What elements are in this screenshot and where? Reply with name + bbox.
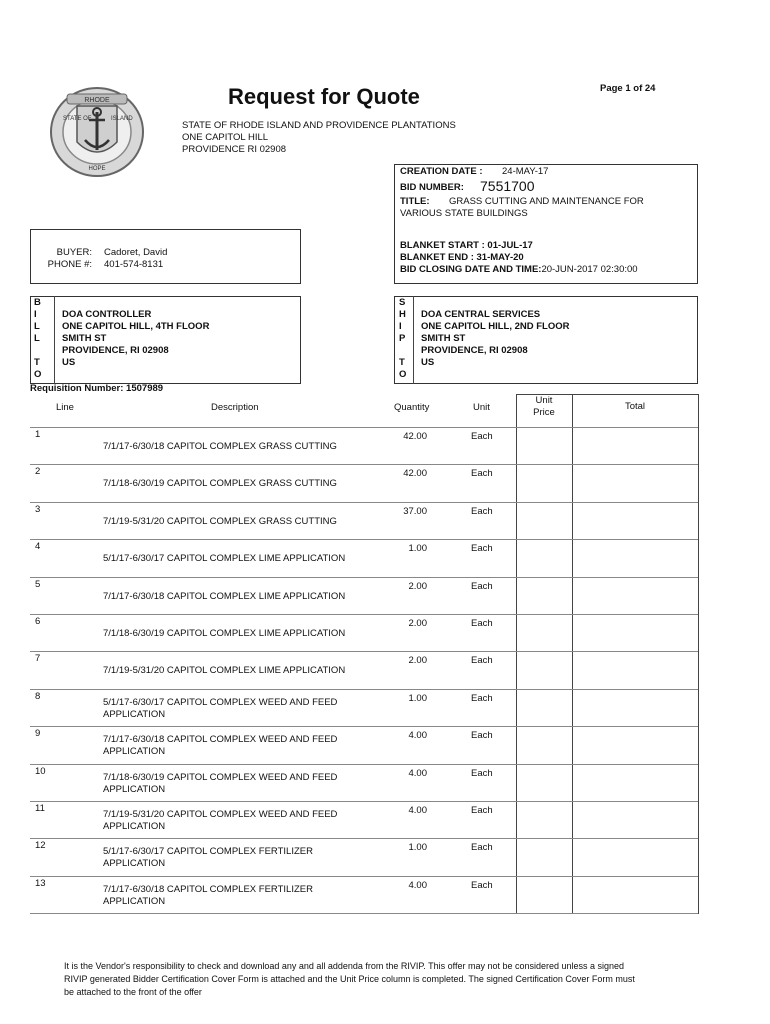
row-line-number: 6 xyxy=(35,616,41,627)
row-separator xyxy=(30,614,698,615)
row-quantity: 42.00 xyxy=(403,431,427,442)
unit-price-col-left xyxy=(516,394,517,914)
ship-to-address: DOA CENTRAL SERVICES ONE CAPITOL HILL, 2ND FLOOR SMITH ST PROVIDENCE, RI 02908 US xyxy=(421,309,570,368)
row-line-number: 4 xyxy=(35,541,41,552)
bid-number-label: BID NUMBER: xyxy=(400,182,464,193)
page-number: Page 1 of 24 xyxy=(600,83,656,94)
row-separator xyxy=(30,502,698,503)
unit-price-col-right xyxy=(572,394,573,914)
bill-to-address: DOA CONTROLLER ONE CAPITOL HILL, 4TH FLOOR SMITH ST PROVIDENCE, RI 02908 US xyxy=(62,309,210,368)
header-description: Description xyxy=(211,402,259,413)
row-quantity: 2.00 xyxy=(408,655,427,666)
row-description xyxy=(103,772,337,796)
creation-date-value: 24-MAY-17 xyxy=(502,166,549,177)
row-quantity: 37.00 xyxy=(403,506,427,517)
svg-text:RHODE: RHODE xyxy=(84,97,110,104)
row-separator xyxy=(30,464,698,465)
header-unit-price: Unit Price xyxy=(533,395,555,418)
row-quantity: 4.00 xyxy=(408,805,427,816)
bid-closing-label: BID CLOSING DATE AND TIME: xyxy=(400,264,542,275)
row-description xyxy=(103,478,337,490)
row-separator xyxy=(30,764,698,765)
row-line-number: 8 xyxy=(35,691,41,702)
row-description xyxy=(103,884,313,908)
svg-text:STATE OF: STATE OF xyxy=(63,116,92,122)
agency-address: STATE OF RHODE ISLAND AND PROVIDENCE PLANTATIONS ONE CAPITOL HILL PROVIDENCE RI 02908 xyxy=(182,120,456,155)
row-quantity: 2.00 xyxy=(408,618,427,629)
bid-number-value: 7551700 xyxy=(480,178,535,194)
header-unit: Unit xyxy=(473,402,490,413)
row-unit: Each xyxy=(471,543,493,554)
row-unit: Each xyxy=(471,768,493,779)
row-description xyxy=(103,809,337,833)
state-seal xyxy=(47,84,147,180)
row-separator xyxy=(30,801,698,802)
row-description-line: 5/1/17-6/30/17 CAPITOL COMPLEX WEED AND FEED xyxy=(103,697,338,708)
row-description-line: APPLICATION xyxy=(103,821,166,832)
row-description-line: APPLICATION xyxy=(103,858,166,869)
row-description xyxy=(103,553,345,565)
row-description-line: 7/1/18-6/30/19 CAPITOL COMPLEX LIME APPLICATION xyxy=(103,628,346,639)
row-separator xyxy=(30,876,698,877)
blanket-start: BLANKET START : 01-JUL-17 xyxy=(400,240,533,251)
bid-closing-value: 20-JUN-2017 02:30:00 xyxy=(541,264,638,275)
ship-to-letters: S H I P T O xyxy=(399,297,407,380)
header-line: Line xyxy=(56,402,74,413)
blanket-end: BLANKET END : 31-MAY-20 xyxy=(400,252,524,263)
row-line-number: 7 xyxy=(35,653,41,664)
row-quantity: 4.00 xyxy=(408,768,427,779)
row-description xyxy=(103,846,313,870)
row-description xyxy=(103,734,337,758)
row-quantity: 4.00 xyxy=(408,730,427,741)
header-quantity: Quantity xyxy=(394,402,430,413)
row-separator xyxy=(30,689,698,690)
row-description-line: 7/1/18-6/30/19 CAPITOL COMPLEX GRASS CUTTING xyxy=(103,478,337,489)
row-description-line: 7/1/18-6/30/19 CAPITOL COMPLEX WEED AND FEED xyxy=(103,772,338,783)
row-description xyxy=(103,628,345,640)
row-unit: Each xyxy=(471,730,493,741)
bill-to-divider xyxy=(54,296,55,384)
row-line-number: 9 xyxy=(35,728,41,739)
phone-label: PHONE #: xyxy=(47,259,92,270)
svg-text:ISLAND: ISLAND xyxy=(111,116,133,122)
row-description xyxy=(103,591,345,603)
row-separator xyxy=(30,726,698,727)
row-line-number: 1 xyxy=(35,429,41,440)
row-line-number: 12 xyxy=(35,840,46,851)
row-unit: Each xyxy=(471,581,493,592)
bill-to-letters: B I L L T O xyxy=(34,297,42,380)
row-separator xyxy=(30,539,698,540)
row-description-line: APPLICATION xyxy=(103,896,166,907)
row-line-number: 13 xyxy=(35,878,46,889)
buyer-value: Cadoret, David xyxy=(104,247,168,258)
requisition-number: Requisition Number: 1507989 xyxy=(30,383,164,394)
row-description-line: 7/1/17-6/30/18 CAPITOL COMPLEX LIME APPLICATION xyxy=(103,591,346,602)
row-separator xyxy=(30,427,698,428)
page-title: Request for Quote xyxy=(228,84,420,109)
row-separator xyxy=(30,913,698,914)
row-description-line: APPLICATION xyxy=(103,709,166,720)
row-description-line: 7/1/17-6/30/18 CAPITOL COMPLEX GRASS CUTTING xyxy=(103,441,337,452)
ship-to-divider xyxy=(413,296,414,384)
row-unit: Each xyxy=(471,618,493,629)
row-description-line: 7/1/19-5/31/20 CAPITOL COMPLEX WEED AND FEED xyxy=(103,809,338,820)
row-description-line: 5/1/17-6/30/17 CAPITOL COMPLEX LIME APPLICATION xyxy=(103,553,346,564)
row-description-line: 7/1/17-6/30/18 CAPITOL COMPLEX FERTILIZER xyxy=(103,884,313,895)
title-line-1: GRASS CUTTING AND MAINTENANCE FOR xyxy=(449,196,644,207)
row-description-line: APPLICATION xyxy=(103,746,166,757)
footer-notice: It is the Vendor's responsibility to check and download any and all addenda from the RIVIP. This offer may not be considered unless a signed RIVIP generated Bidder Certification Cover Form is attached and the Unit Price column is completed. The signed Certification Cover Form must be attached to the front of the offer xyxy=(64,961,635,997)
header-total: Total xyxy=(624,401,646,412)
row-description xyxy=(103,516,337,528)
row-line-number: 3 xyxy=(35,504,41,515)
row-unit: Each xyxy=(471,431,493,442)
row-separator xyxy=(30,651,698,652)
row-separator xyxy=(30,577,698,578)
row-unit: Each xyxy=(471,655,493,666)
row-quantity: 42.00 xyxy=(403,468,427,479)
bid-closing xyxy=(400,264,638,276)
title-line-2: VARIOUS STATE BUILDINGS xyxy=(400,208,528,219)
row-quantity: 2.00 xyxy=(408,581,427,592)
row-description-line: 5/1/17-6/30/17 CAPITOL COMPLEX FERTILIZER xyxy=(103,846,313,857)
row-description-line: 7/1/19-5/31/20 CAPITOL COMPLEX GRASS CUTTING xyxy=(103,516,337,527)
title-label: TITLE: xyxy=(400,196,430,207)
row-unit: Each xyxy=(471,805,493,816)
row-line-number: 2 xyxy=(35,466,41,477)
row-description-line: 7/1/19-5/31/20 CAPITOL COMPLEX LIME APPLICATION xyxy=(103,665,346,676)
row-quantity: 4.00 xyxy=(408,880,427,891)
row-unit: Each xyxy=(471,693,493,704)
total-col-right xyxy=(698,394,699,914)
row-unit: Each xyxy=(471,842,493,853)
row-description xyxy=(103,441,337,453)
row-separator xyxy=(30,838,698,839)
row-description-line: 7/1/17-6/30/18 CAPITOL COMPLEX WEED AND FEED xyxy=(103,734,338,745)
row-description xyxy=(103,697,337,721)
buyer-label: BUYER: xyxy=(56,247,92,258)
row-line-number: 11 xyxy=(35,803,45,814)
phone-value: 401-574-8131 xyxy=(104,259,164,270)
row-line-number: 10 xyxy=(35,766,46,777)
row-quantity: 1.00 xyxy=(408,693,427,704)
row-quantity: 1.00 xyxy=(408,543,427,554)
creation-date-label: CREATION DATE : xyxy=(400,166,483,177)
row-unit: Each xyxy=(471,506,493,517)
row-unit: Each xyxy=(471,468,493,479)
row-line-number: 5 xyxy=(35,579,41,590)
row-description-line: APPLICATION xyxy=(103,784,166,795)
row-unit: Each xyxy=(471,880,493,891)
row-quantity: 1.00 xyxy=(408,842,427,853)
svg-text:HOPE: HOPE xyxy=(88,166,106,172)
row-description xyxy=(103,665,345,677)
